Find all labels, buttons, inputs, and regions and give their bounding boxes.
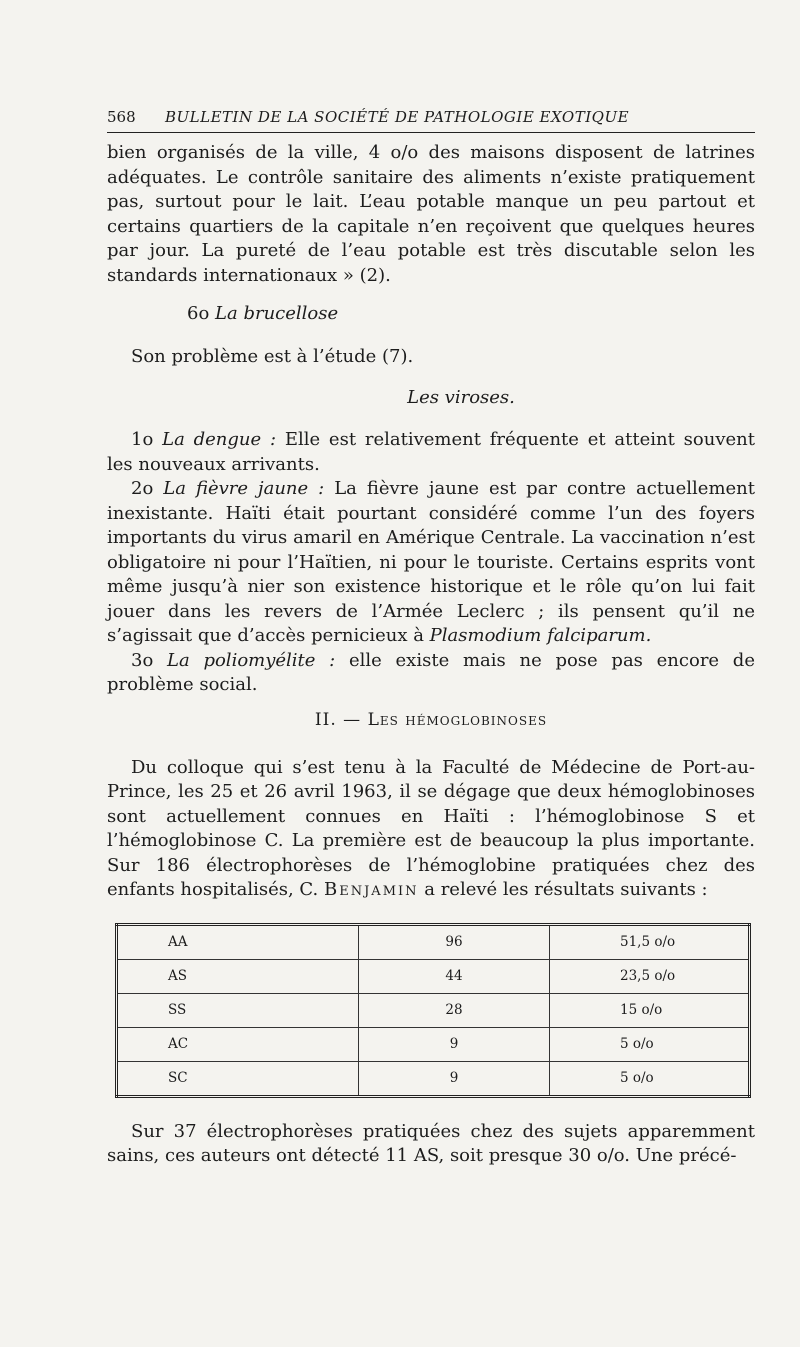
paragraph-fievre-jaune [107, 477, 755, 649]
table-row [117, 1061, 750, 1096]
cell-percent: 5 o/o [550, 1027, 750, 1061]
item-title: La fièvre jaune : [163, 478, 325, 499]
document-page [107, 108, 755, 1169]
cell-count: 96 [359, 924, 550, 959]
cell-percent: 15 o/o [550, 993, 750, 1027]
paragraph-text: a relevé les résultats suivants : [418, 879, 708, 900]
paragraph-dengue [107, 428, 755, 477]
cell-type: SS [117, 993, 359, 1027]
paragraph-colloque [107, 756, 755, 903]
section-heading [107, 710, 755, 730]
table-row [117, 924, 750, 959]
paragraph-text: Du colloque qui s’est tenu à la Faculté de Médecine de Port-au-Prince, les 25 et 26 avril 1963, il se dégage que deux hémoglobinoses sont actuellement connues en Haïti : l’hémoglobinose S et l’hémoglobinose C. La première est de beaucoup la plus importante. Sur 186 électrophorèses de l’hémoglobine pratiquées chez des enfants hospitalisés, C. [107, 756, 755, 900]
section-title: Les hémoglobinoses [367, 709, 548, 730]
cell-count: 44 [359, 959, 550, 993]
item-text: La fièvre jaune est par contre actuellement inexistante. Haïti était pourtant considéré comme l’un des foyers importants du virus amaril en Amérique Centrale. La vaccination n’est obligatoire ni pour l’Haïtien, ni pour le touriste. Certains esprits vont même jusqu’à nier son existence historique et le rôle qu’on lui fait jouer dans les revers de l’Armée Leclerc ; ils pensent qu’il ne s’agissait que d’accès pernicieux à [107, 478, 755, 646]
species-name: Plasmodium falciparum. [429, 625, 652, 646]
page-number: 568 [107, 108, 136, 126]
section-numeral: II. — [314, 709, 362, 730]
header-rule [107, 132, 755, 133]
item-text: elle existe mais ne pose pas encore de problème social. [107, 649, 755, 695]
paragraph-intro: bien organisés de la ville, 4 o/o des maisons disposent de latrines adéquates. Le contrôle sanitaire des aliments n’existe pratiquement pas, surtout pour le lait. L’eau potable manque un peu partout et certains quartiers de la capitale n’en reçoivent que quelques heures par jour. La pureté de l’eau potable est très discutable selon les standards internationaux » (2). [107, 142, 755, 286]
cell-type: SC [117, 1061, 359, 1096]
cell-count: 9 [359, 1061, 550, 1096]
cell-type: AC [117, 1027, 359, 1061]
heading-brucellose [187, 302, 755, 327]
paragraph-final: Sur 37 électrophorèses pratiquées chez des sujets apparemment sains, ces auteurs ont détecté 11 AS, soit presque 30 o/o. Une précé- [107, 1120, 755, 1166]
cell-percent: 5 o/o [550, 1061, 750, 1096]
heading-title: La brucellose [215, 303, 339, 324]
author-name: Benjamin [324, 879, 419, 900]
hemoglobin-table [115, 923, 751, 1098]
table-row [117, 959, 750, 993]
item-title: La dengue : [162, 429, 277, 450]
item-title: La poliomyélite : [167, 649, 336, 671]
cell-percent: 51,5 o/o [550, 924, 750, 959]
heading-viroses: Les viroses. [407, 387, 515, 408]
cell-type: AA [117, 924, 359, 959]
running-header [107, 108, 755, 126]
journal-title: BULLETIN DE LA SOCIÉTÉ DE PATHOLOGIE EXOTIQUE [165, 108, 630, 126]
table-row [117, 1027, 750, 1061]
cell-count: 9 [359, 1027, 550, 1061]
heading-number: 6o [187, 303, 210, 324]
paragraph-brucellose: Son problème est à l’étude (7). [131, 345, 414, 367]
paragraph-poliomyelite [107, 649, 755, 698]
cell-type: AS [117, 959, 359, 993]
cell-percent: 23,5 o/o [550, 959, 750, 993]
item-number: 1o [131, 429, 154, 450]
cell-count: 28 [359, 993, 550, 1027]
item-text: Elle est relativement fréquente et atteint souvent les nouveaux arrivants. [107, 429, 755, 475]
item-number: 3o [131, 649, 154, 671]
table-row [117, 993, 750, 1027]
item-number: 2o [131, 478, 154, 499]
